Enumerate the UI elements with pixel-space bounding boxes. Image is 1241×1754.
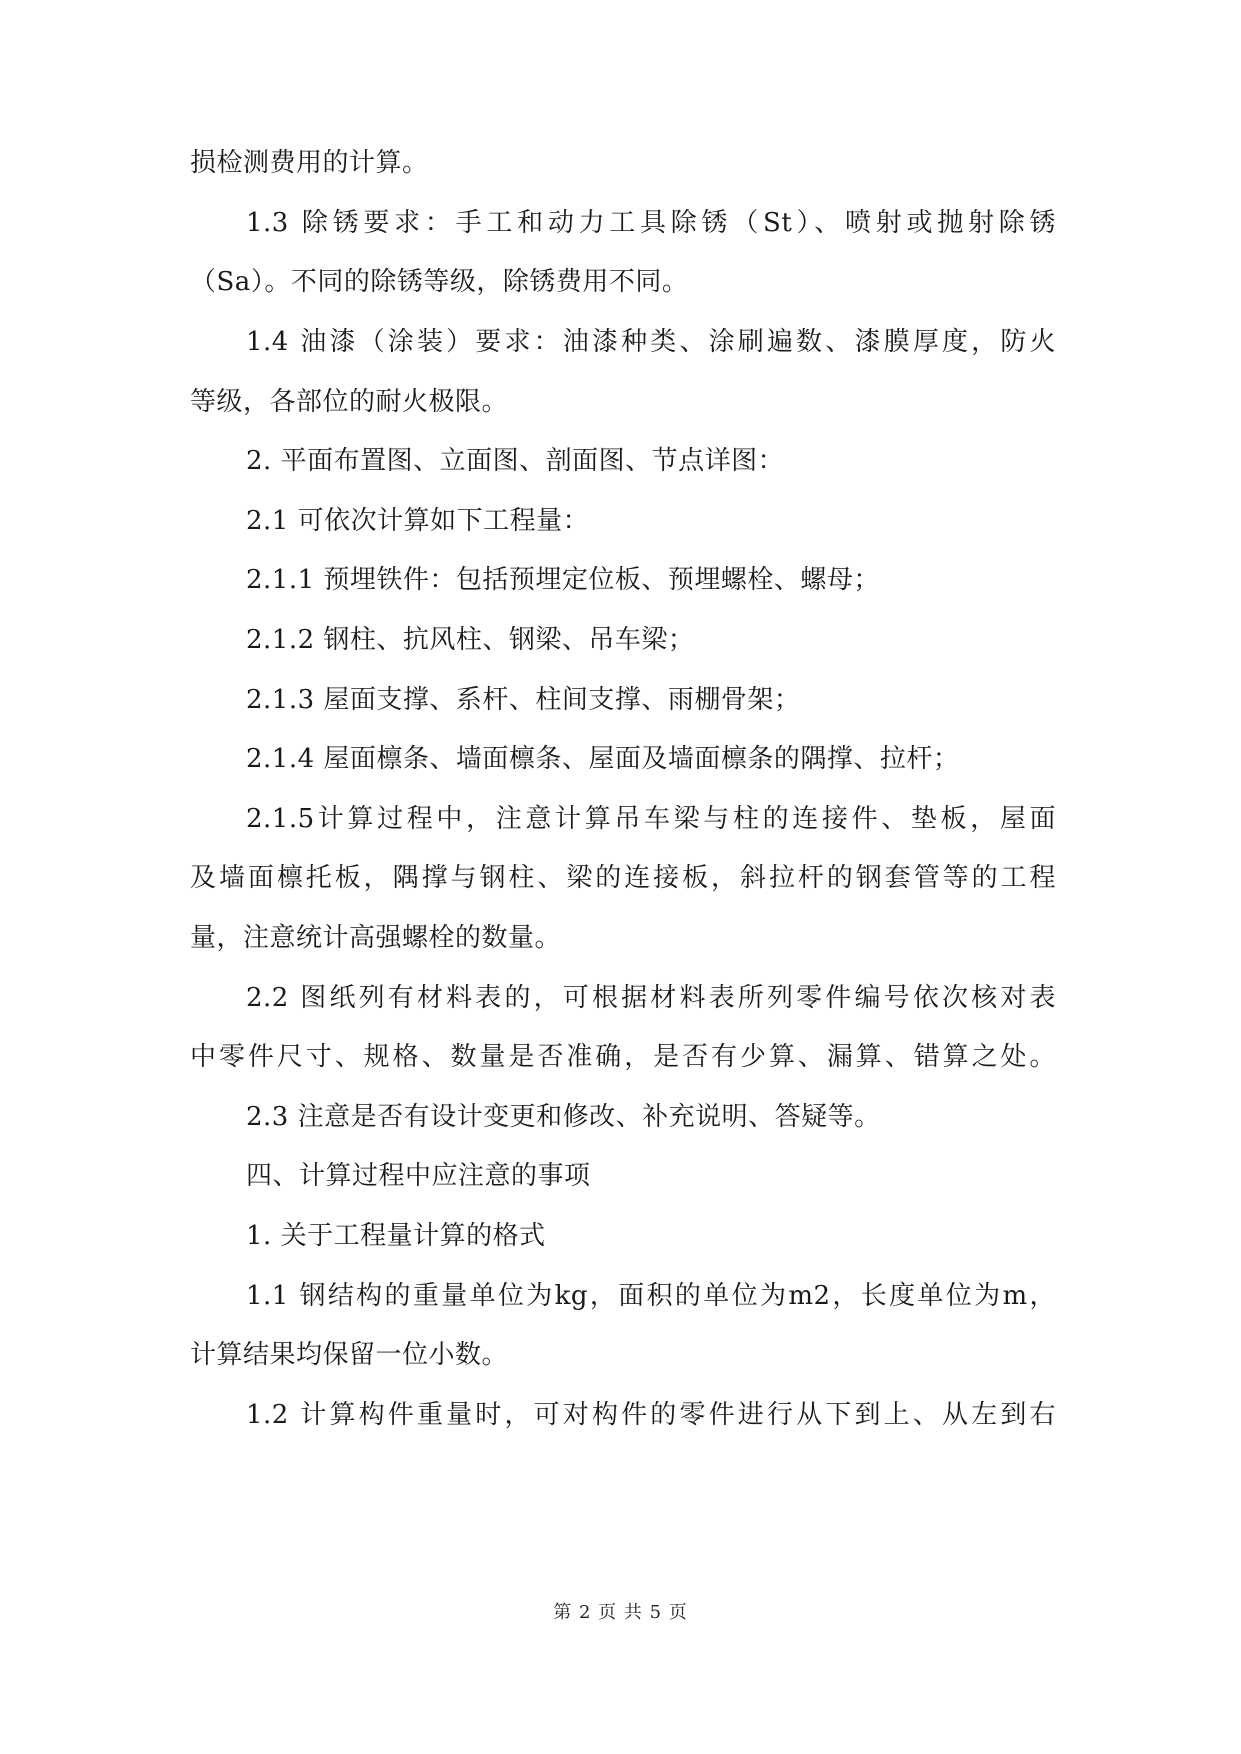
- paragraph-line-1: 损检测费用的计算。: [190, 148, 429, 178]
- footer-prefix: 第: [553, 1602, 573, 1623]
- paragraph-line-20: 1.1 钢结构的重量单位为kg，面积的单位为m2，长度单位为m，: [246, 1281, 1056, 1311]
- paragraph-line-21: 计算结果均保留一位小数。: [190, 1340, 509, 1370]
- paragraph-line-9: 2.1.2 钢柱、抗风柱、钢梁、吊车梁；: [246, 625, 695, 655]
- paragraph-line-13: 及墙面檩托板，隅撑与钢柱、梁的连接板，斜拉杆的钢套管等的工程: [190, 863, 1056, 893]
- footer-total-pages: 5: [649, 1602, 663, 1623]
- paragraph-line-12: 2.1.5计算过程中，注意计算吊车梁与柱的连接件、垫板，屋面: [246, 804, 1056, 834]
- heading-line-6: 2. 平面布置图、立面图、剖面图、节点详图：: [246, 446, 785, 476]
- paragraph-line-22: 1.2 计算构件重量时，可对构件的零件进行从下到上、从左到右: [246, 1400, 1056, 1430]
- paragraph-line-17: 2.3 注意是否有设计变更和修改、补充说明、答疑等。: [246, 1102, 881, 1132]
- paragraph-line-2: 1.3 除锈要求：手工和动力工具除锈（St）、喷射或抛射除锈: [246, 208, 1056, 238]
- paragraph-line-3: （Sa）。不同的除锈等级，除锈费用不同。: [190, 267, 689, 297]
- paragraph-line-4: 1.4 油漆（涂装）要求：油漆种类、涂刷遍数、漆膜厚度，防火: [246, 327, 1056, 357]
- paragraph-line-11: 2.1.4 屋面檩条、墙面檩条、屋面及墙面檩条的隅撑、拉杆；: [246, 744, 960, 774]
- paragraph-line-5: 等级，各部位的耐火极限。: [190, 387, 509, 417]
- paragraph-line-7: 2.1 可依次计算如下工程量：: [246, 506, 590, 536]
- paragraph-line-16: 中零件尺寸、规格、数量是否准确，是否有少算、漏算、错算之处。: [190, 1042, 1056, 1072]
- footer-current-page: 2: [578, 1602, 592, 1623]
- footer-mid: 页 共: [598, 1602, 643, 1623]
- paragraph-line-10: 2.1.3 屋面支撑、系杆、柱间支撑、雨棚骨架；: [246, 685, 801, 715]
- page-footer: [0, 1601, 1241, 1625]
- paragraph-line-8: 2.1.1 预埋铁件：包括预埋定位板、预埋螺栓、螺母；: [246, 565, 880, 595]
- paragraph-line-14: 量，注意统计高强螺栓的数量。: [190, 923, 562, 953]
- section-heading-four: 四、计算过程中应注意的事项: [246, 1161, 591, 1191]
- subsection-heading-1: 1. 关于工程量计算的格式: [246, 1221, 546, 1251]
- footer-suffix: 页: [668, 1602, 688, 1623]
- paragraph-line-15: 2.2 图纸列有材料表的，可根据材料表所列零件编号依次核对表: [246, 983, 1056, 1013]
